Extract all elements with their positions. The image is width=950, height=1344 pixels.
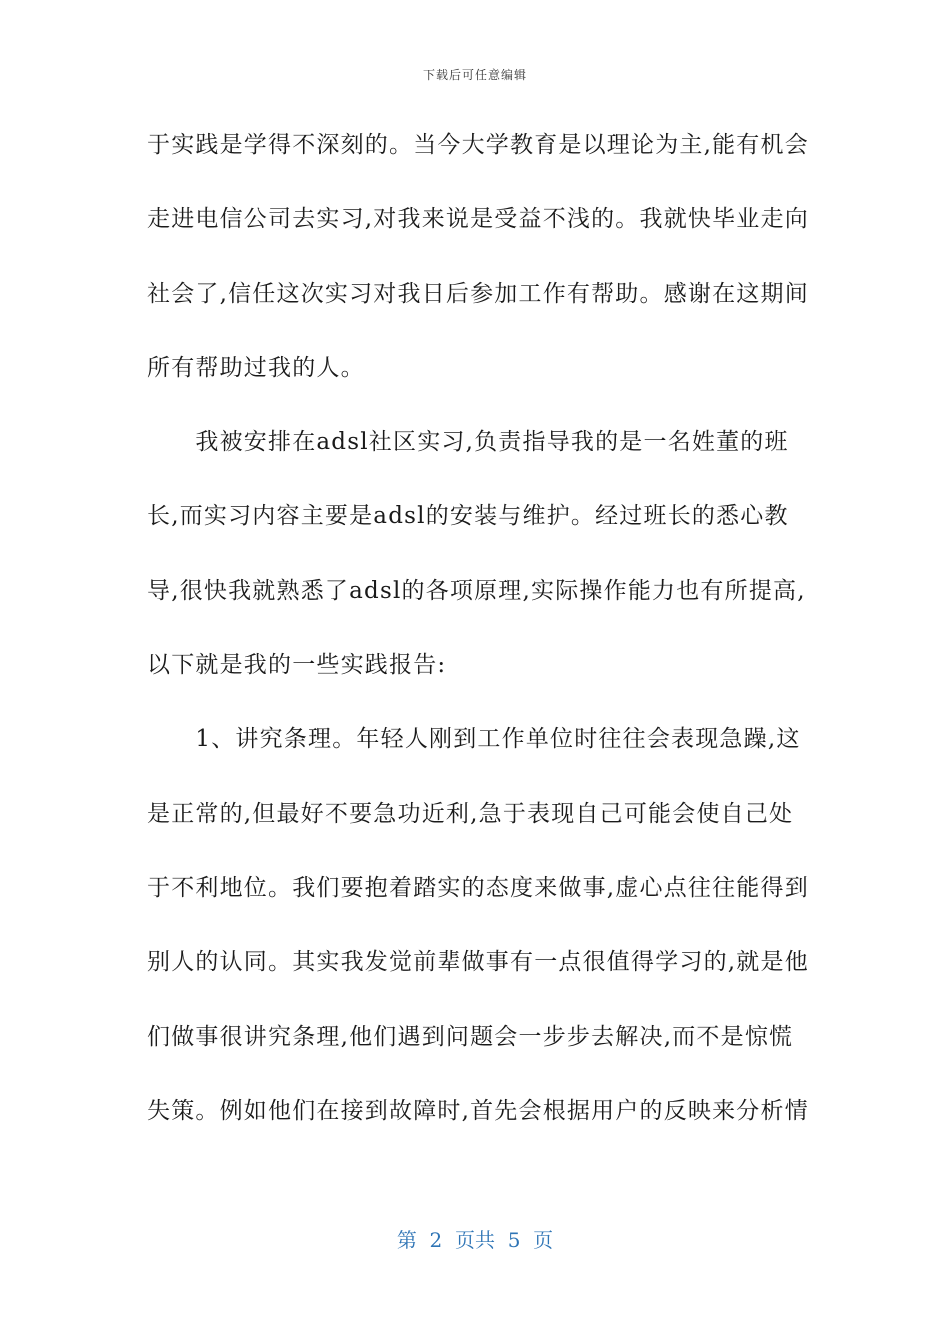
text-line: 于实践是学得不深刻的。当今大学教育是以理论为主,能有机会 (147, 132, 809, 158)
text-line: 长,而实习内容主要是adsl的安装与维护。经过班长的悉心教 (147, 503, 789, 530)
text-line: 所有帮助过我的人。 (147, 354, 365, 381)
text-line: 走进电信公司去实习,对我来说是受益不浅的。我就快毕业走向 (147, 206, 809, 233)
page-header: 下载后可任意编辑 (422, 68, 527, 82)
text-line: 1、讲究条理。年轻人刚到工作单位时往往会表现急躁,这 (147, 726, 801, 753)
text-line: 社会了,信任这次实习对我日后参加工作有帮助。感谢在这期间 (147, 280, 809, 307)
text-line: 我被安排在adsl社区实习,负责指导我的是一名姓董的班 (147, 429, 789, 456)
text-line: 别人的认同。其实我发觉前辈做事有一点很值得学习的,就是他 (147, 949, 809, 976)
text-line: 以下就是我的一些实践报告: (147, 652, 447, 679)
text-line: 失策。例如他们在接到故障时,首先会根据用户的反映来分析情 (147, 1097, 809, 1124)
body-text (147, 121, 807, 1161)
page-footer: 第 2 页共 5 页 (396, 1228, 554, 1252)
text-line: 是正常的,但最好不要急功近利,急于表现自己可能会使自己处 (147, 800, 794, 827)
text-line: 于不利地位。我们要抱着踏实的态度来做事,虚心点往往能得到 (147, 874, 809, 901)
text-line: 们做事很讲究条理,他们遇到问题会一步步去解决,而不是惊慌 (147, 1023, 794, 1050)
text-line: 导,很快我就熟悉了adsl的各项原理,实际操作能力也有所提高, (147, 577, 806, 604)
